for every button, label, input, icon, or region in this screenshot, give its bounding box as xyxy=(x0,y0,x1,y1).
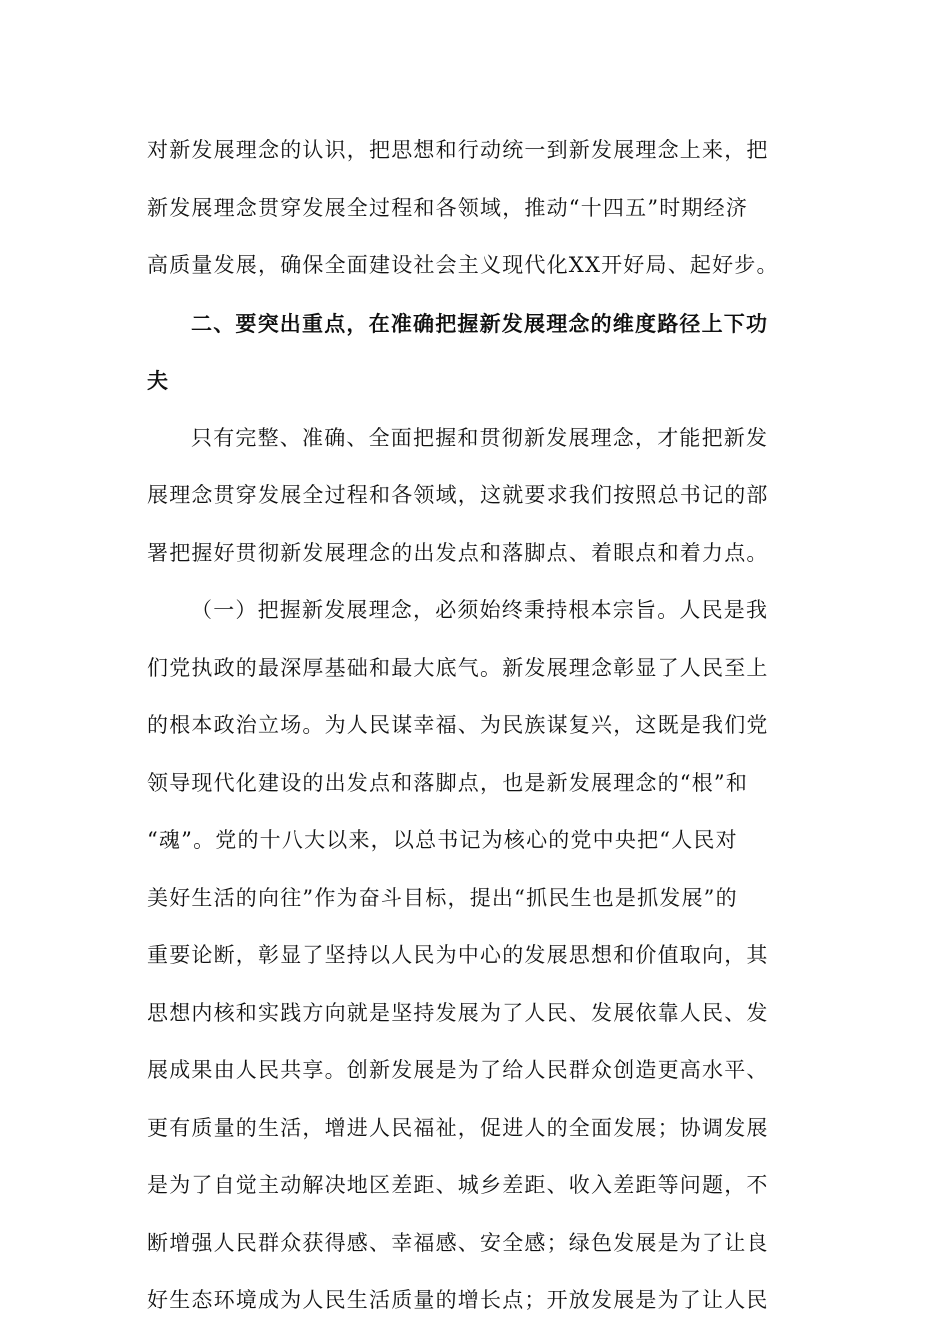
text-line: 断增强人民群众获得感、幸福感、安全感；绿色发展是为了让良 xyxy=(147,1230,769,1255)
paragraph-continuation xyxy=(147,122,795,295)
heading-line: 二、要突出重点，在准确把握新发展理念的维度路径上下功 xyxy=(191,310,769,336)
text-line: 展理念贯穿发展全过程和各领域，这就要求我们按照总书记的部 xyxy=(147,483,769,507)
text-line: 是为了自觉主动解决地区差距、城乡差距、收入差距等问题，不 xyxy=(147,1173,769,1197)
text-line: 展成果由人民共享。创新发展是为了给人民群众创造更高水平、 xyxy=(147,1058,769,1082)
text-line: 更有质量的生活，增进人民福祉，促进人的全面发展；协调发展 xyxy=(147,1115,769,1140)
text-line: 好生态环境成为人民生活质量的增长点；开放发展是为了让人民 xyxy=(147,1288,769,1312)
text-line: 思想内核和实践方向就是坚持发展为了人民、发展依靠人民、发 xyxy=(147,1000,769,1025)
text-line: 重要论断，彰显了坚持以人民为中心的发展思想和价值取向，其 xyxy=(147,943,769,967)
paragraph-point-one xyxy=(147,582,795,1330)
text-line: “魂”。党的十八大以来，以总书记为核心的党中央把“人民对 xyxy=(147,828,738,852)
text-line: 署把握好贯彻新发展理念的出发点和落脚点、着眼点和着力点。 xyxy=(147,540,769,565)
text-line: 们党执政的最深厚基础和最大底气。新发展理念彰显了人民至上 xyxy=(147,655,769,680)
text-line: 领导现代化建设的出发点和落脚点，也是新发展理念的“根”和 xyxy=(147,770,749,795)
text-line: 只有完整、准确、全面把握和贯彻新发展理念，才能把新发 xyxy=(191,425,769,450)
section-heading xyxy=(147,295,795,410)
document-body xyxy=(147,122,795,1330)
heading-line: 夫 xyxy=(147,368,170,393)
text-line: 美好生活的向往”作为奋斗目标，提出“抓民生也是抓发展”的 xyxy=(147,885,738,910)
text-line: 高质量发展，确保全面建设社会主义现代化XX开好局、起好步。 xyxy=(147,253,779,277)
text-line: （一）把握新发展理念，必须始终秉持根本宗旨。人民是我 xyxy=(191,598,769,622)
text-line: 新发展理念贯穿发展全过程和各领域，推动“十四五”时期经济 xyxy=(147,195,749,220)
text-line: 对新发展理念的认识，把思想和行动统一到新发展理念上来，把 xyxy=(147,138,769,162)
paragraph-intro xyxy=(147,410,795,583)
text-line: 的根本政治立场。为人民谋幸福、为民族谋复兴，这既是我们党 xyxy=(147,713,769,737)
